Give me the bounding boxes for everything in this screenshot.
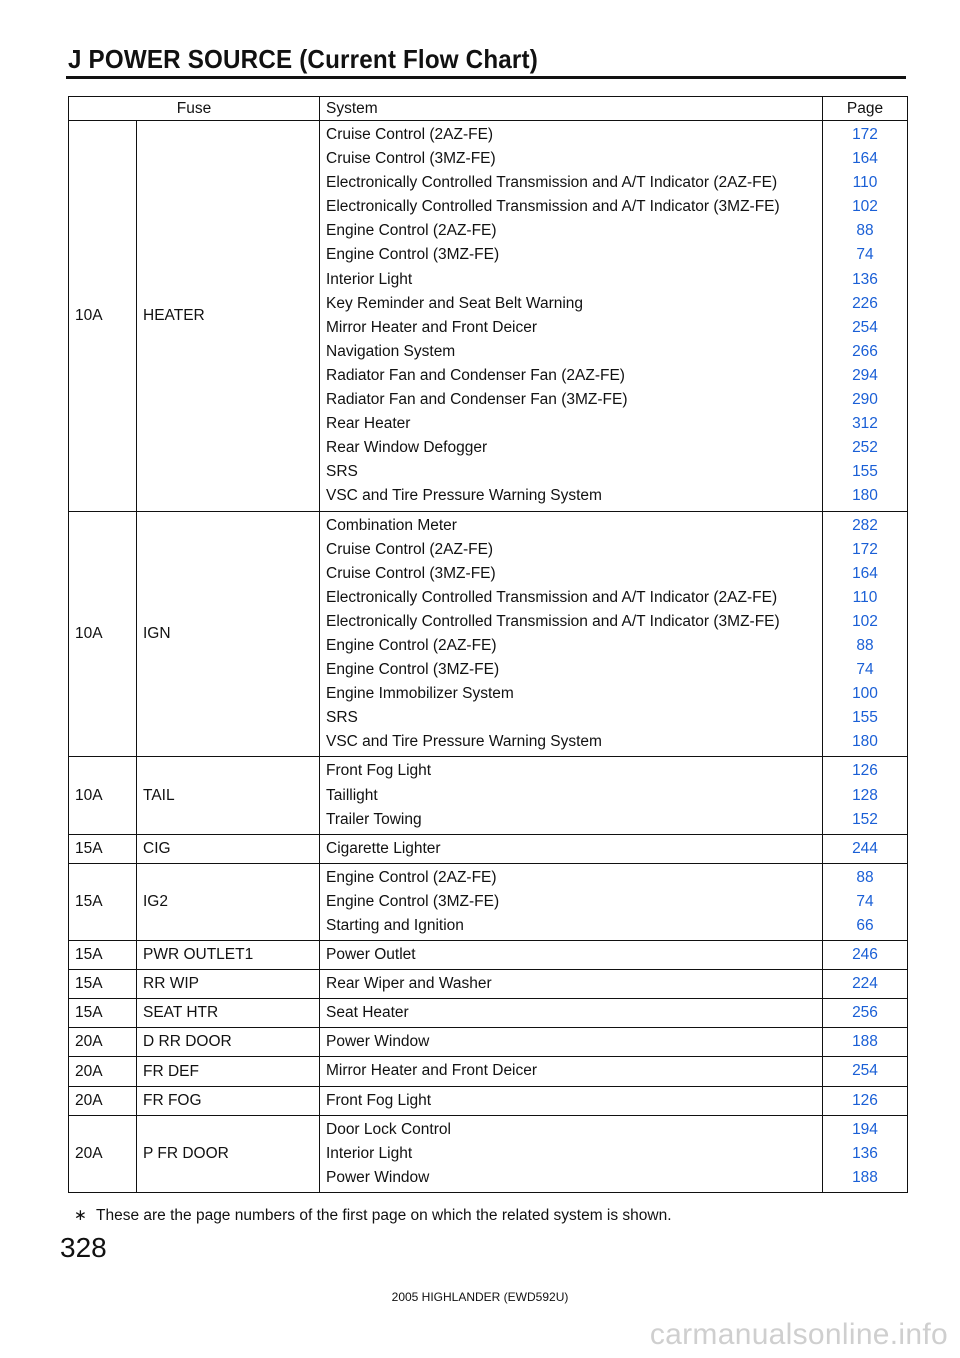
system-list (320, 1115, 823, 1192)
fuse-name: HEATER (137, 121, 320, 512)
system-name: Interior Light (326, 1144, 413, 1162)
page-link[interactable]: 74 (856, 661, 874, 679)
fuse-name: TAIL (137, 757, 320, 834)
page-link[interactable]: 294 (852, 366, 878, 384)
page-link[interactable]: 136 (852, 1144, 878, 1162)
page-link[interactable]: 126 (852, 1091, 878, 1109)
fuse-amperage: 15A (69, 941, 137, 970)
system-name: SRS (326, 709, 358, 727)
page-link[interactable]: 172 (852, 126, 878, 143)
page-link[interactable]: 254 (852, 1062, 878, 1080)
system-name: Mirror Heater and Front Deicer (326, 1062, 538, 1080)
page-link[interactable]: 155 (852, 463, 878, 481)
title-rule (66, 76, 906, 79)
fuse-name: SEAT HTR (137, 999, 320, 1028)
page-link[interactable]: 256 (852, 1004, 878, 1022)
page-link[interactable]: 88 (856, 868, 874, 886)
table-row (69, 970, 908, 999)
system-name: Cruise Control (2AZ-FE) (326, 126, 494, 143)
system-list (320, 1057, 823, 1086)
page-link[interactable]: 244 (852, 839, 878, 857)
fuse-amperage: 20A (69, 1086, 137, 1115)
table-header-row (69, 97, 908, 121)
page-link[interactable]: 164 (852, 564, 878, 582)
fuse-table-body (69, 121, 908, 1193)
table-row (69, 834, 908, 863)
system-name: Radiator Fan and Condenser Fan (2AZ-FE) (326, 366, 625, 384)
table-row (69, 863, 908, 940)
system-name: Engine Control (3MZ-FE) (326, 661, 500, 679)
system-name: Taillight (326, 786, 378, 804)
fuse-name: IGN (137, 511, 320, 757)
page-link[interactable]: 164 (852, 150, 878, 168)
page-list (823, 1057, 908, 1086)
system-name: Engine Immobilizer System (326, 685, 514, 703)
page-link[interactable]: 102 (852, 198, 878, 216)
system-name: Rear Window Defogger (326, 439, 488, 457)
fuse-name: FR FOG (137, 1086, 320, 1115)
page-link[interactable]: 110 (852, 588, 878, 606)
system-name: Power Window (326, 1168, 430, 1186)
table-row (69, 121, 908, 512)
system-name: Interior Light (326, 270, 413, 288)
system-name: Power Window (326, 1033, 430, 1051)
page-link[interactable]: 126 (852, 762, 878, 780)
page-link[interactable]: 254 (852, 318, 878, 336)
page-link[interactable]: 128 (852, 786, 878, 804)
table-row (69, 1028, 908, 1057)
system-name: VSC and Tire Pressure Warning System (326, 487, 602, 505)
page-number: 328 (60, 1232, 107, 1263)
system-list (320, 834, 823, 863)
page-link[interactable]: 88 (856, 222, 874, 240)
system-name: Starting and Ignition (326, 917, 464, 934)
fuse-amperage: 10A (69, 757, 137, 834)
page-list (823, 1086, 908, 1115)
system-name: Electronically Controlled Transmission and A/T Indicator (3MZ-FE) (326, 612, 780, 630)
page-list (823, 863, 908, 940)
header-fuse: Fuse (69, 97, 320, 121)
page-link[interactable]: 224 (852, 975, 878, 993)
system-name: Engine Control (3MZ-FE) (326, 246, 500, 264)
page-link[interactable]: 102 (852, 612, 878, 630)
system-name: Cruise Control (3MZ-FE) (326, 564, 496, 582)
system-name: Door Lock Control (326, 1120, 451, 1138)
page-link[interactable]: 266 (852, 342, 878, 360)
fuse-name: P FR DOOR (137, 1115, 320, 1192)
footnote-text: These are the page numbers of the first page on which the related system is shown. (96, 1207, 672, 1224)
page-link[interactable]: 252 (852, 439, 878, 457)
page-link[interactable]: 100 (852, 685, 878, 703)
table-row (69, 757, 908, 834)
system-list (320, 511, 823, 757)
fuse-amperage: 20A (69, 1028, 137, 1057)
system-name: Mirror Heater and Front Deicer (326, 318, 538, 336)
system-name: Cigarette Lighter (326, 839, 441, 857)
page-list (823, 511, 908, 757)
page-link[interactable]: 188 (852, 1168, 878, 1186)
system-name: Electronically Controlled Transmission and A/T Indicator (3MZ-FE) (326, 198, 780, 216)
page-list (823, 999, 908, 1028)
system-name: Combination Meter (326, 516, 457, 534)
fuse-amperage: 20A (69, 1115, 137, 1192)
fuse-name: CIG (137, 834, 320, 863)
system-name: SRS (326, 463, 358, 481)
page-link[interactable]: 180 (852, 487, 878, 505)
system-list (320, 999, 823, 1028)
fuse-amperage: 10A (69, 511, 137, 757)
table-row (69, 511, 908, 757)
system-name: Trailer Towing (326, 810, 422, 828)
system-list (320, 941, 823, 970)
table-row (69, 1057, 908, 1086)
system-name: Electronically Controlled Transmission and A/T Indicator (2AZ-FE) (326, 174, 778, 192)
page-link[interactable]: 312 (852, 415, 878, 433)
page-link[interactable]: 155 (852, 709, 878, 727)
page-link[interactable]: 74 (856, 246, 874, 264)
system-name: Power Outlet (326, 946, 416, 964)
system-list (320, 757, 823, 834)
system-list (320, 1028, 823, 1057)
system-name: Electronically Controlled Transmission and A/T Indicator (2AZ-FE) (326, 588, 778, 606)
footnote-asterisk: ∗ (74, 1207, 87, 1224)
header-page: Page (823, 97, 908, 121)
table-row (69, 1115, 908, 1192)
page-link[interactable]: 172 (852, 540, 878, 558)
page-title: J POWER SOURCE (Current Flow Chart) (68, 44, 538, 74)
system-name: Engine Control (2AZ-FE) (326, 636, 497, 654)
system-name: Rear Wiper and Washer (326, 975, 492, 993)
system-name: Cruise Control (3MZ-FE) (326, 150, 496, 168)
system-name: Front Fog Light (326, 1091, 432, 1109)
page-link[interactable]: 110 (852, 174, 878, 192)
page-link[interactable]: 66 (856, 917, 874, 934)
system-list (320, 970, 823, 999)
system-name: Radiator Fan and Condenser Fan (3MZ-FE) (326, 391, 628, 409)
header-system: System (320, 97, 823, 121)
system-name: Engine Control (3MZ-FE) (326, 892, 500, 910)
watermark: carmanualsonline.info (649, 1318, 948, 1351)
table-row (69, 1086, 908, 1115)
fuse-amperage: 15A (69, 834, 137, 863)
page-link[interactable]: 136 (852, 270, 878, 288)
fuse-name: PWR OUTLET1 (137, 941, 320, 970)
page-list (823, 970, 908, 999)
page-link[interactable]: 180 (852, 733, 878, 751)
system-name: Rear Heater (326, 415, 411, 433)
fuse-amperage: 15A (69, 970, 137, 999)
system-list (320, 1086, 823, 1115)
page-link[interactable]: 88 (856, 636, 874, 654)
footer-model: 2005 HIGHLANDER (EWD592U) (391, 1290, 569, 1304)
system-list (320, 121, 823, 512)
page-list (823, 834, 908, 863)
table-row (69, 999, 908, 1028)
page-link[interactable]: 282 (852, 516, 878, 534)
page-list (823, 1028, 908, 1057)
page-link[interactable]: 290 (852, 391, 878, 409)
page-link[interactable]: 246 (852, 946, 878, 964)
fuse-name: D RR DOOR (137, 1028, 320, 1057)
page-link[interactable]: 74 (856, 892, 874, 910)
page-list (823, 121, 908, 512)
page-link[interactable]: 152 (852, 810, 878, 828)
fuse-table (68, 96, 908, 1193)
system-name: Navigation System (326, 342, 456, 360)
page-list (823, 757, 908, 834)
table-row (69, 941, 908, 970)
page-list (823, 1115, 908, 1192)
system-name: Engine Control (2AZ-FE) (326, 868, 497, 886)
fuse-amperage: 20A (69, 1057, 137, 1086)
page-link[interactable]: 188 (852, 1033, 878, 1051)
system-name: VSC and Tire Pressure Warning System (326, 733, 602, 751)
page-link[interactable]: 226 (852, 294, 878, 312)
system-name: Seat Heater (326, 1004, 409, 1022)
fuse-name: IG2 (137, 863, 320, 940)
page-list (823, 941, 908, 970)
system-name: Engine Control (2AZ-FE) (326, 222, 497, 240)
footnote (74, 1206, 672, 1225)
system-name: Cruise Control (2AZ-FE) (326, 540, 494, 558)
fuse-amperage: 10A (69, 121, 137, 512)
fuse-amperage: 15A (69, 999, 137, 1028)
system-name: Key Reminder and Seat Belt Warning (326, 294, 584, 312)
fuse-name: FR DEF (137, 1057, 320, 1086)
system-list (320, 863, 823, 940)
fuse-name: RR WIP (137, 970, 320, 999)
system-name: Front Fog Light (326, 762, 432, 780)
fuse-amperage: 15A (69, 863, 137, 940)
page-link[interactable]: 194 (852, 1120, 878, 1138)
